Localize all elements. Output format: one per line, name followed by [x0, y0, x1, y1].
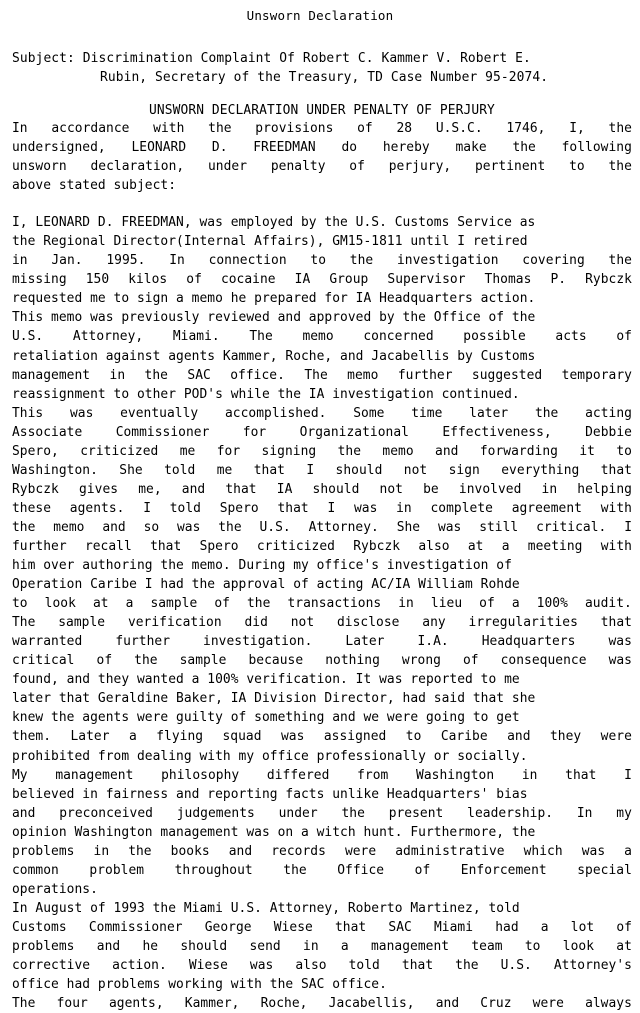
text-line: undersigned, LEONARD D. FREEDMAN do hereby make the following	[12, 140, 632, 156]
text-line: The sample verification did not disclose any irregularities that	[12, 615, 632, 631]
text-line: Associate Commissioner for Organizational Effectiveness, Debbie	[12, 424, 632, 440]
text-line: them. Later a flying squad was assigned to Caribe and they were	[12, 729, 632, 745]
document-page	[0, 8, 640, 1012]
text-line: the Regional Director(Internal Affairs), GM15-1811 until I retired	[12, 234, 528, 250]
text-line: This was eventually accomplished. Some time later the acting	[12, 405, 632, 421]
text-line: Customs Commissioner George Wiese that SAC Miami had a lot of	[12, 919, 632, 935]
text-line: missing 150 kilos of cocaine IA Group Supervisor Thomas P. Rybczk	[12, 272, 632, 288]
text-line: U.S. Attorney, Miami. The memo concerned possible acts of	[12, 329, 632, 345]
text-line: common problem throughout the Office of Enforcement special	[12, 862, 632, 878]
text-line: him over authoring the memo. During my office's investigation of	[12, 558, 512, 574]
subject-line-1: Subject: Discrimination Complaint Of Robert C. Kammer V. Robert E.	[12, 51, 531, 66]
text-line: found, and they wanted a 100% verification. It was reported to me	[12, 672, 520, 688]
text-line: management in the SAC office. The memo further suggested temporary	[12, 367, 632, 383]
text-line: I, LEONARD D. FREEDMAN, was employed by the U.S. Customs Service as	[12, 215, 536, 231]
text-line: My management philosophy differed from Washington in that I	[12, 767, 632, 783]
text-line: knew the agents were guilty of something and we were going to get	[12, 710, 520, 726]
text-line: prohibited from dealing with my office professionally or socially.	[12, 748, 528, 764]
text-line: requested me to sign a memo he prepared for IA Headquarters action.	[12, 291, 536, 307]
text-line: corrective action. Wiese was also told that the U.S. Attorney's	[12, 958, 632, 974]
text-line: believed in fairness and reporting facts unlike Headquarters' bias	[12, 786, 528, 802]
text-line: Washington. She told me that I should not sign everything that	[12, 462, 632, 478]
document-title: Unsworn Declaration	[246, 8, 394, 23]
text-line: opinion Washington management was on a witch hunt. Furthermore, the	[12, 824, 536, 840]
text-line: unsworn declaration, under penalty of perjury, pertinent to the	[12, 159, 632, 175]
text-line: warranted further investigation. Later I.A. Headquarters was	[12, 634, 632, 650]
text-line: Operation Caribe I had the approval of acting AC/IA William Rohde	[12, 577, 520, 593]
subject-line-2: Rubin, Secretary of the Treasury, TD Case Number 95-2074.	[100, 70, 549, 85]
text-line: This memo was previously reviewed and approved by the Office of the	[12, 310, 536, 326]
text-line: these agents. I told Spero that I was in complete agreement with	[12, 500, 632, 516]
declaration-paragraph	[0, 213, 640, 899]
text-line: in Jan. 1995. In connection to the investigation covering the	[12, 253, 632, 269]
text-line: later that Geraldine Baker, IA Division Director, had said that she	[12, 691, 536, 707]
text-line: Spero, criticized me for signing the memo and forwarding it to	[12, 443, 632, 459]
second-paragraph	[0, 899, 640, 1013]
text-line: Rybczk gives me, and that IA should not be involved in helping	[12, 481, 632, 497]
text-line: further recall that Spero criticized Rybczk also at a meeting with	[12, 538, 632, 554]
section-heading: UNSWORN DECLARATION UNDER PENALTY OF PERJURY	[149, 103, 495, 118]
text-line: In accordance with the provisions of 28 U.S.C. 1746, I, the	[12, 121, 632, 136]
text-line: retaliation against agents Kammer, Roche, and Jacabellis by Customs	[12, 348, 536, 364]
text-line: the memo and so was the U.S. Attorney. She was still critical. I	[12, 519, 632, 535]
text-line: critical of the sample because nothing wrong of consequence was	[12, 653, 632, 669]
text-line: and preconceived judgements under the present leadership. In my	[12, 805, 632, 821]
text-line: above stated subject:	[12, 178, 177, 194]
intro-paragraph	[0, 119, 640, 195]
text-line: problems and he should send in a management team to look at	[12, 938, 632, 954]
text-line: operations.	[12, 881, 98, 897]
text-line: In August of 1993 the Miami U.S. Attorney, Roberto Martinez, told	[12, 900, 520, 916]
text-line: problems in the books and records were administrative which was a	[12, 843, 632, 859]
text-line: to look at a sample of the transactions in lieu of a 100% audit.	[12, 596, 632, 612]
text-line: The four agents, Kammer, Roche, Jacabellis, and Cruz were always	[12, 996, 632, 1012]
subject-block	[0, 49, 640, 87]
text-line: office had problems working with the SAC office.	[12, 977, 387, 993]
text-line: reassignment to other POD's while the IA investigation continued.	[12, 386, 520, 402]
